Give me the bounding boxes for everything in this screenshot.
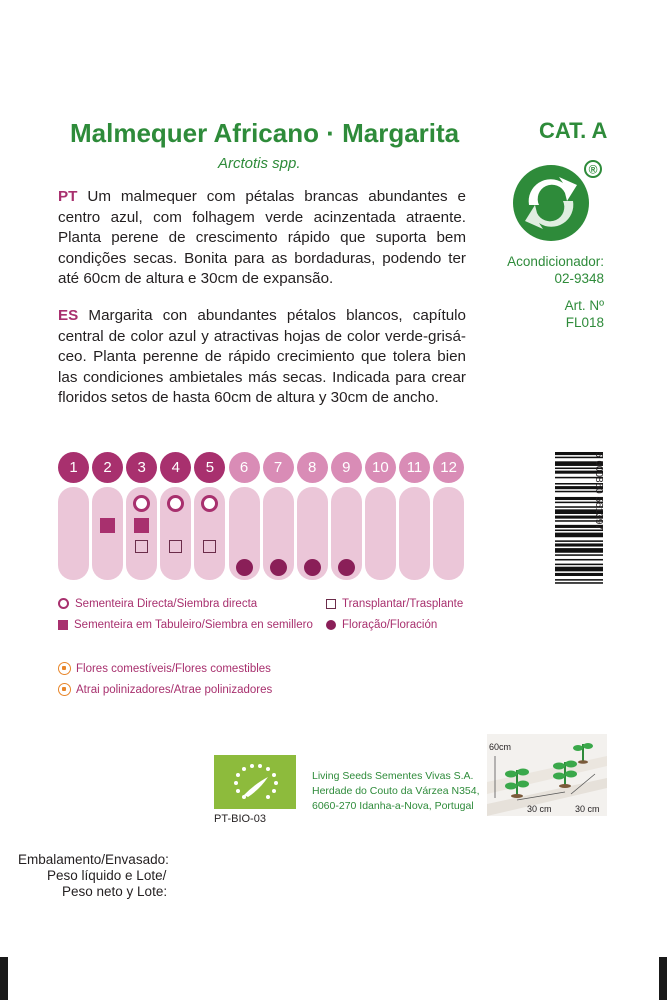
company-name: Living Seeds Sementes Vivas S.A.: [312, 770, 474, 782]
flowering-marker: [304, 559, 321, 576]
left-edge-mark: [0, 957, 8, 1000]
transplant-marker: [135, 540, 148, 553]
article-label: Art. Nº: [564, 298, 604, 313]
month-number: 7: [263, 452, 294, 483]
conditioner-label: Acondicionador:: [507, 254, 604, 269]
flowering-marker: [270, 559, 287, 576]
barcode-bar: [555, 579, 603, 581]
flowering-marker: [338, 559, 355, 576]
registered-mark: ®: [588, 162, 598, 177]
organic-certification-code: PT-BIO-03: [214, 813, 266, 825]
legend-transplant: [326, 598, 463, 610]
month-bar: [365, 487, 396, 580]
product-scientific-name: Arctotis spp.: [218, 155, 301, 172]
barcode-bar: [555, 540, 603, 542]
plant-spacing-label-1: 30 cm: [527, 804, 552, 814]
direct-sowing-icon: [58, 598, 69, 609]
month-number: 10: [365, 452, 396, 483]
feature-edible-flowers: [58, 662, 271, 675]
barcode-bar: [555, 559, 603, 561]
language-code-es: ES: [58, 307, 79, 324]
tray-sowing-icon: [58, 620, 68, 630]
month-bar: [399, 487, 430, 580]
category-label: CAT. A: [539, 118, 608, 143]
legend-direct-sowing-label: Sementeira Directa/Siembra directa: [75, 598, 258, 610]
green-dot-recycling-icon: [511, 155, 603, 247]
feature-pollinators: [58, 683, 272, 696]
sowing-calendar: [58, 452, 468, 582]
month-number: 11: [399, 452, 430, 483]
pollinator-icon: [58, 683, 71, 696]
tray-sowing-marker: [134, 518, 149, 533]
transplant-icon: [326, 599, 336, 609]
right-edge-mark: [659, 957, 667, 1000]
company-address-1: Herdade do Couto da Várzea N354,: [312, 785, 480, 797]
barcode-bar: [555, 582, 603, 584]
description-text-es: Margarita con abundantes pétalos blancos, capítulo central de color azul y atractivas hojas de color verde-grisá-ceo. Planta perenne de rápido crecimiento que tolera bien las condiciones ambietales más secas. Indicada para crear floridos setos de hasta 60cm de altura y 30cm de ancho.: [58, 307, 466, 407]
eu-organic-logo: [214, 755, 296, 809]
month-number: 3: [126, 452, 157, 483]
legend-transplant-label: Transplantar/Trasplante: [342, 598, 464, 610]
tray-sowing-marker: [100, 518, 115, 533]
legend-direct-sowing: [58, 598, 257, 610]
legend-tray-sowing: [58, 619, 313, 631]
month-number: 4: [160, 452, 191, 483]
description-pt: [58, 187, 466, 290]
net-weight-label-es: Peso neto y Lote:: [62, 884, 168, 899]
barcode-bar: [555, 533, 603, 538]
month-bar: [58, 487, 89, 580]
legend-flowering-label: Floração/Floración: [342, 619, 438, 631]
barcode-number: 5 600860 561397: [593, 452, 604, 530]
transplant-marker: [169, 540, 182, 553]
barcode-bar: [555, 548, 603, 553]
plant-height-label: 60cm: [489, 742, 512, 752]
article-value: FL018: [565, 315, 604, 330]
plant-spacing-diagram: [487, 734, 607, 816]
transplant-marker: [203, 540, 216, 553]
month-number: 8: [297, 452, 328, 483]
legend-flowering: [326, 619, 437, 631]
edible-flower-icon: [58, 662, 71, 675]
barcode-bar: [555, 543, 603, 546]
barcode-bar: [555, 573, 603, 576]
language-code-pt: PT: [58, 188, 78, 205]
flowering-icon: [326, 620, 336, 630]
month-number: 5: [194, 452, 225, 483]
packaging-label: Embalamento/Envasado:: [18, 852, 169, 867]
plant-spacing-label-2: 30 cm: [575, 804, 600, 814]
month-bar: [92, 487, 123, 580]
month-number: 6: [229, 452, 260, 483]
month-number: 2: [92, 452, 123, 483]
barcode-bar: [555, 567, 603, 572]
net-weight-label-pt: Peso líquido e Lote/: [47, 868, 167, 883]
barcode-bar: [555, 554, 603, 556]
month-number: 1: [58, 452, 89, 483]
barcode-bar: [555, 564, 603, 566]
description-es: [58, 306, 466, 409]
month-number: 9: [331, 452, 362, 483]
conditioner-value: 02-9348: [554, 271, 604, 286]
legend-tray-sowing-label: Sementeira em Tabuleiro/Siembra en semillero: [74, 619, 313, 631]
month-bar: [433, 487, 464, 580]
feature-edible-flowers-label: Flores comestíveis/Flores comestibles: [76, 663, 271, 675]
feature-pollinators-label: Atrai polinizadores/Atrae polinizadores: [76, 684, 273, 696]
company-address-2: 6060-270 Idanha-a-Nova, Portugal: [312, 800, 474, 812]
month-number: 12: [433, 452, 464, 483]
description-text-pt: Um malmequer com pétalas brancas abundantes e centro azul, com folhagem verde acinzentada atraente. Planta perene de crescimento rápido que suporta bem condições secas. Bonita para as bordaduras, podendo ter até 60cm de altura e 30cm de expansão.: [58, 188, 466, 288]
product-title: Malmequer Africano · Margarita: [70, 118, 460, 148]
flowering-marker: [236, 559, 253, 576]
